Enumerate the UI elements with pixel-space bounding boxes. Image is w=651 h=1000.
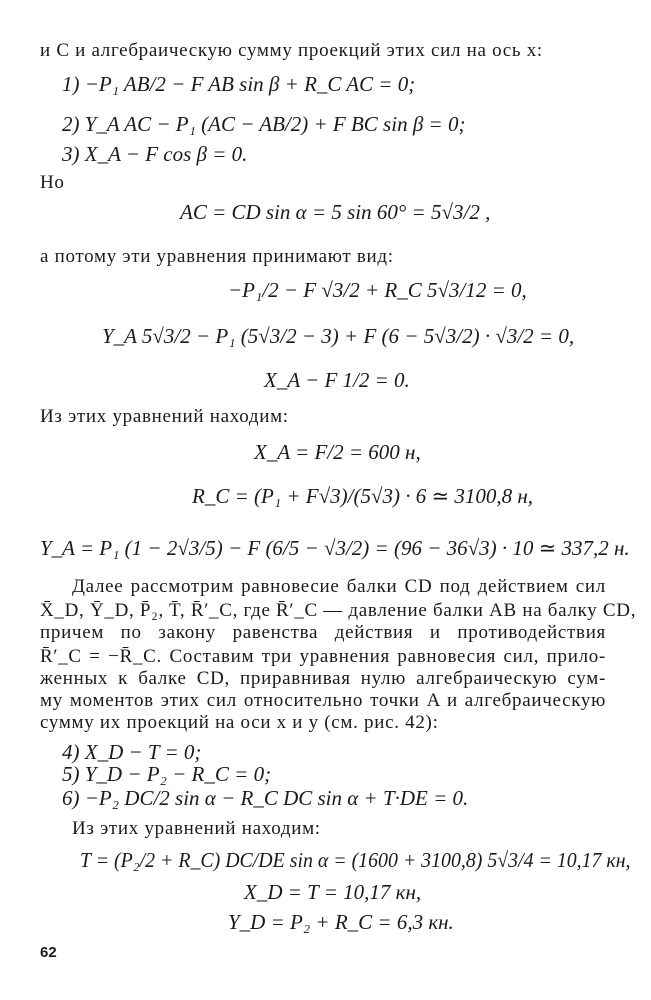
equation: Y_D = P₂ + R_C = 6,3 кн. xyxy=(228,910,454,934)
text-line: и C и алгебраическую сумму проекций этих сил на ось x: xyxy=(40,40,543,61)
text-line: Из этих уравнений находим: xyxy=(40,406,289,427)
equation-5: 5) Y_D − P₂ − R_C = 0; xyxy=(62,762,272,786)
equation: Y_A 5√3/2 − P₁ (5√3/2 − 3) + F (6 − 5√3/2) · √3/2 = 0, xyxy=(102,324,575,348)
equation: Y_A = P₁ (1 − 2√3/5) − F (6/5 − √3/2) = (96 − 36√3) · 10 ≃ 337,2 н. xyxy=(40,536,630,560)
text-line: Далее рассмотрим равновесие балки CD под действием сил xyxy=(72,576,606,597)
equation: X_A = F/2 = 600 н, xyxy=(254,440,421,464)
equation: T = (P₂/2 + R_C) DC/DE sin α = (1600 + 3100,8) 5√3/4 = 10,17 кн, xyxy=(80,848,631,872)
text-line: Из этих уравнений находим: xyxy=(72,818,321,839)
equation: X_D = T = 10,17 кн, xyxy=(244,880,422,904)
equation: X_A − F 1/2 = 0. xyxy=(264,368,410,392)
text-line: X̄_D, Ȳ_D, P̄₂, T̄, R̄′_C, где R̄′_C — давление балки AB на балку CD, xyxy=(40,600,637,621)
equation: R_C = (P₁ + F√3)/(5√3) · 6 ≃ 3100,8 н, xyxy=(192,484,534,508)
equation-4: 4) X_D − T = 0; xyxy=(62,740,202,764)
text-line: женных к балке CD, приравнивая нулю алгебраическую сум- xyxy=(40,668,606,689)
equation-6: 6) −P₂ DC/2 sin α − R_C DC sin α + T·DE = 0. xyxy=(62,786,469,810)
text-line: а потому эти уравнения принимают вид: xyxy=(40,246,394,267)
text-line: му моментов этих сил относительно точки A и алгебраическую xyxy=(40,690,606,711)
page-number: 62 xyxy=(40,944,57,961)
text-line: сумму их проекций на оси x и y (см. рис. 42): xyxy=(40,712,439,733)
equation: AC = CD sin α = 5 sin 60° = 5√3/2 , xyxy=(180,200,491,224)
equation: −P₁/2 − F √3/2 + R_C 5√3/12 = 0, xyxy=(228,278,527,302)
text-line: причем по закону равенства действия и противодействия xyxy=(40,622,606,643)
equation-2: 2) Y_A AC − P₁ (AC − AB/2) + F BC sin β = 0; xyxy=(62,112,466,136)
text-line: R̄′_C = −R̄_C. Составим три уравнения равновесия сил, прило- xyxy=(40,646,606,667)
equation-1: 1) −P₁ AB/2 − F AB sin β + R_C AC = 0; xyxy=(62,72,416,96)
text-line: Но xyxy=(40,172,65,193)
equation-3: 3) X_A − F cos β = 0. xyxy=(62,142,248,166)
